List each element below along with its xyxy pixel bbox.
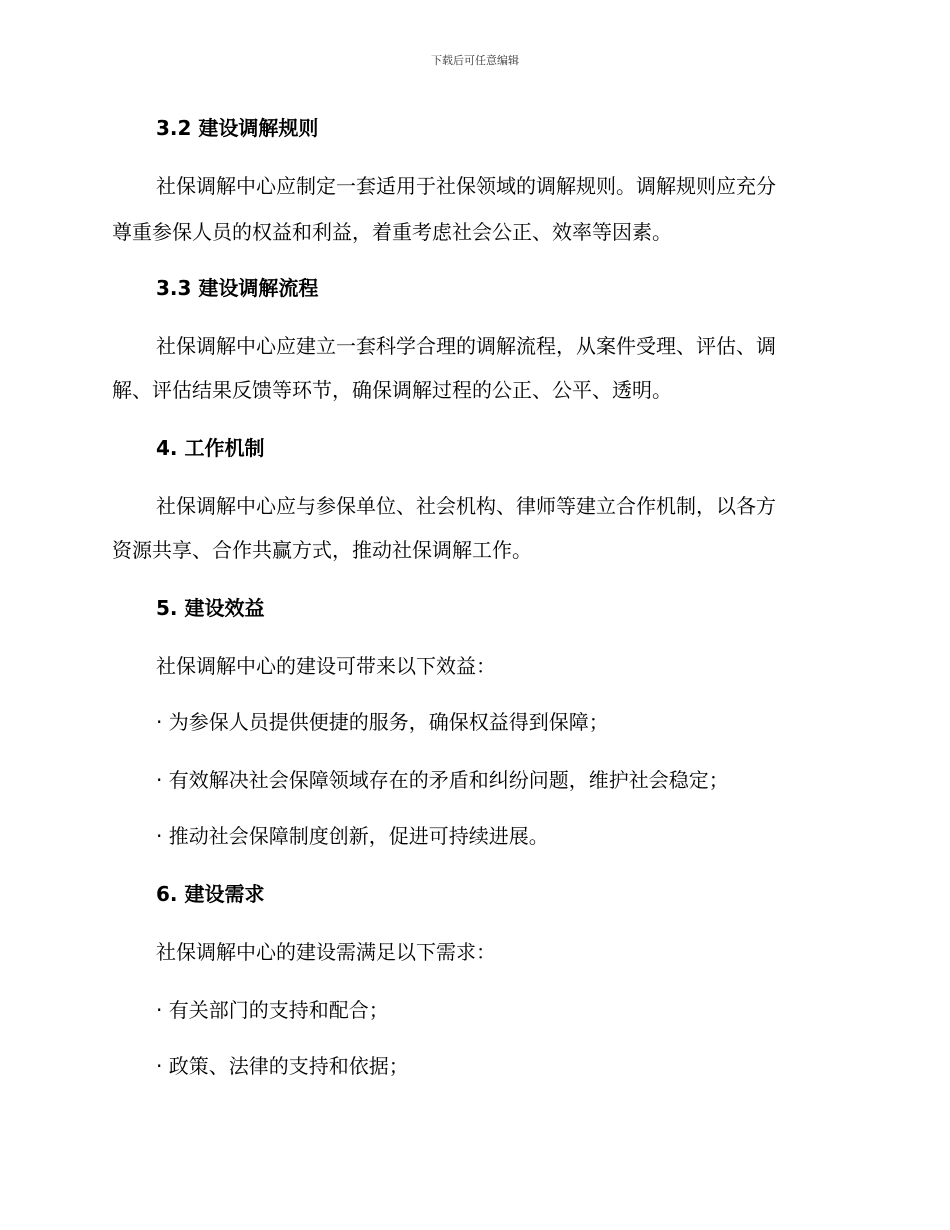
paragraph-line: 社保调解中心应与参保单位、社会机构、律师等建立合作机制，以各方 bbox=[156, 494, 776, 518]
list-item: · 推动社会保障制度创新，促进可持续进展。 bbox=[156, 824, 549, 848]
section-heading-3-2: 3.2 建设调解规则 bbox=[156, 116, 319, 140]
paragraph-line: 解、评估结果反馈等环节，确保调解过程的公正、公平、透明。 bbox=[112, 378, 672, 402]
list-item: · 政策、法律的支持和依据； bbox=[156, 1054, 409, 1078]
list-item: · 有关部门的支持和配合； bbox=[156, 998, 389, 1022]
paragraph-line: 社保调解中心的建设需满足以下需求： bbox=[156, 940, 496, 964]
page-header: 下载后可任意编辑 bbox=[431, 54, 519, 67]
section-heading-4: 4. 工作机制 bbox=[156, 436, 265, 460]
paragraph-line: 尊重参保人员的权益和利益，着重考虑社会公正、效率等因素。 bbox=[112, 220, 672, 244]
section-heading-5: 5. 建设效益 bbox=[156, 596, 265, 620]
paragraph-line: 资源共享、合作共赢方式，推动社保调解工作。 bbox=[112, 538, 532, 562]
paragraph-line: 社保调解中心的建设可带来以下效益： bbox=[156, 654, 496, 678]
list-item: · 有效解决社会保障领域存在的矛盾和纠纷问题，维护社会稳定； bbox=[156, 768, 729, 792]
section-heading-3-3: 3.3 建设调解流程 bbox=[156, 276, 319, 300]
list-item: · 为参保人员提供便捷的服务，确保权益得到保障； bbox=[156, 710, 609, 734]
section-heading-6: 6. 建设需求 bbox=[156, 882, 265, 906]
paragraph-line: 社保调解中心应建立一套科学合理的调解流程，从案件受理、评估、调 bbox=[156, 334, 776, 358]
paragraph-line: 社保调解中心应制定一套适用于社保领域的调解规则。调解规则应充分 bbox=[156, 174, 776, 198]
